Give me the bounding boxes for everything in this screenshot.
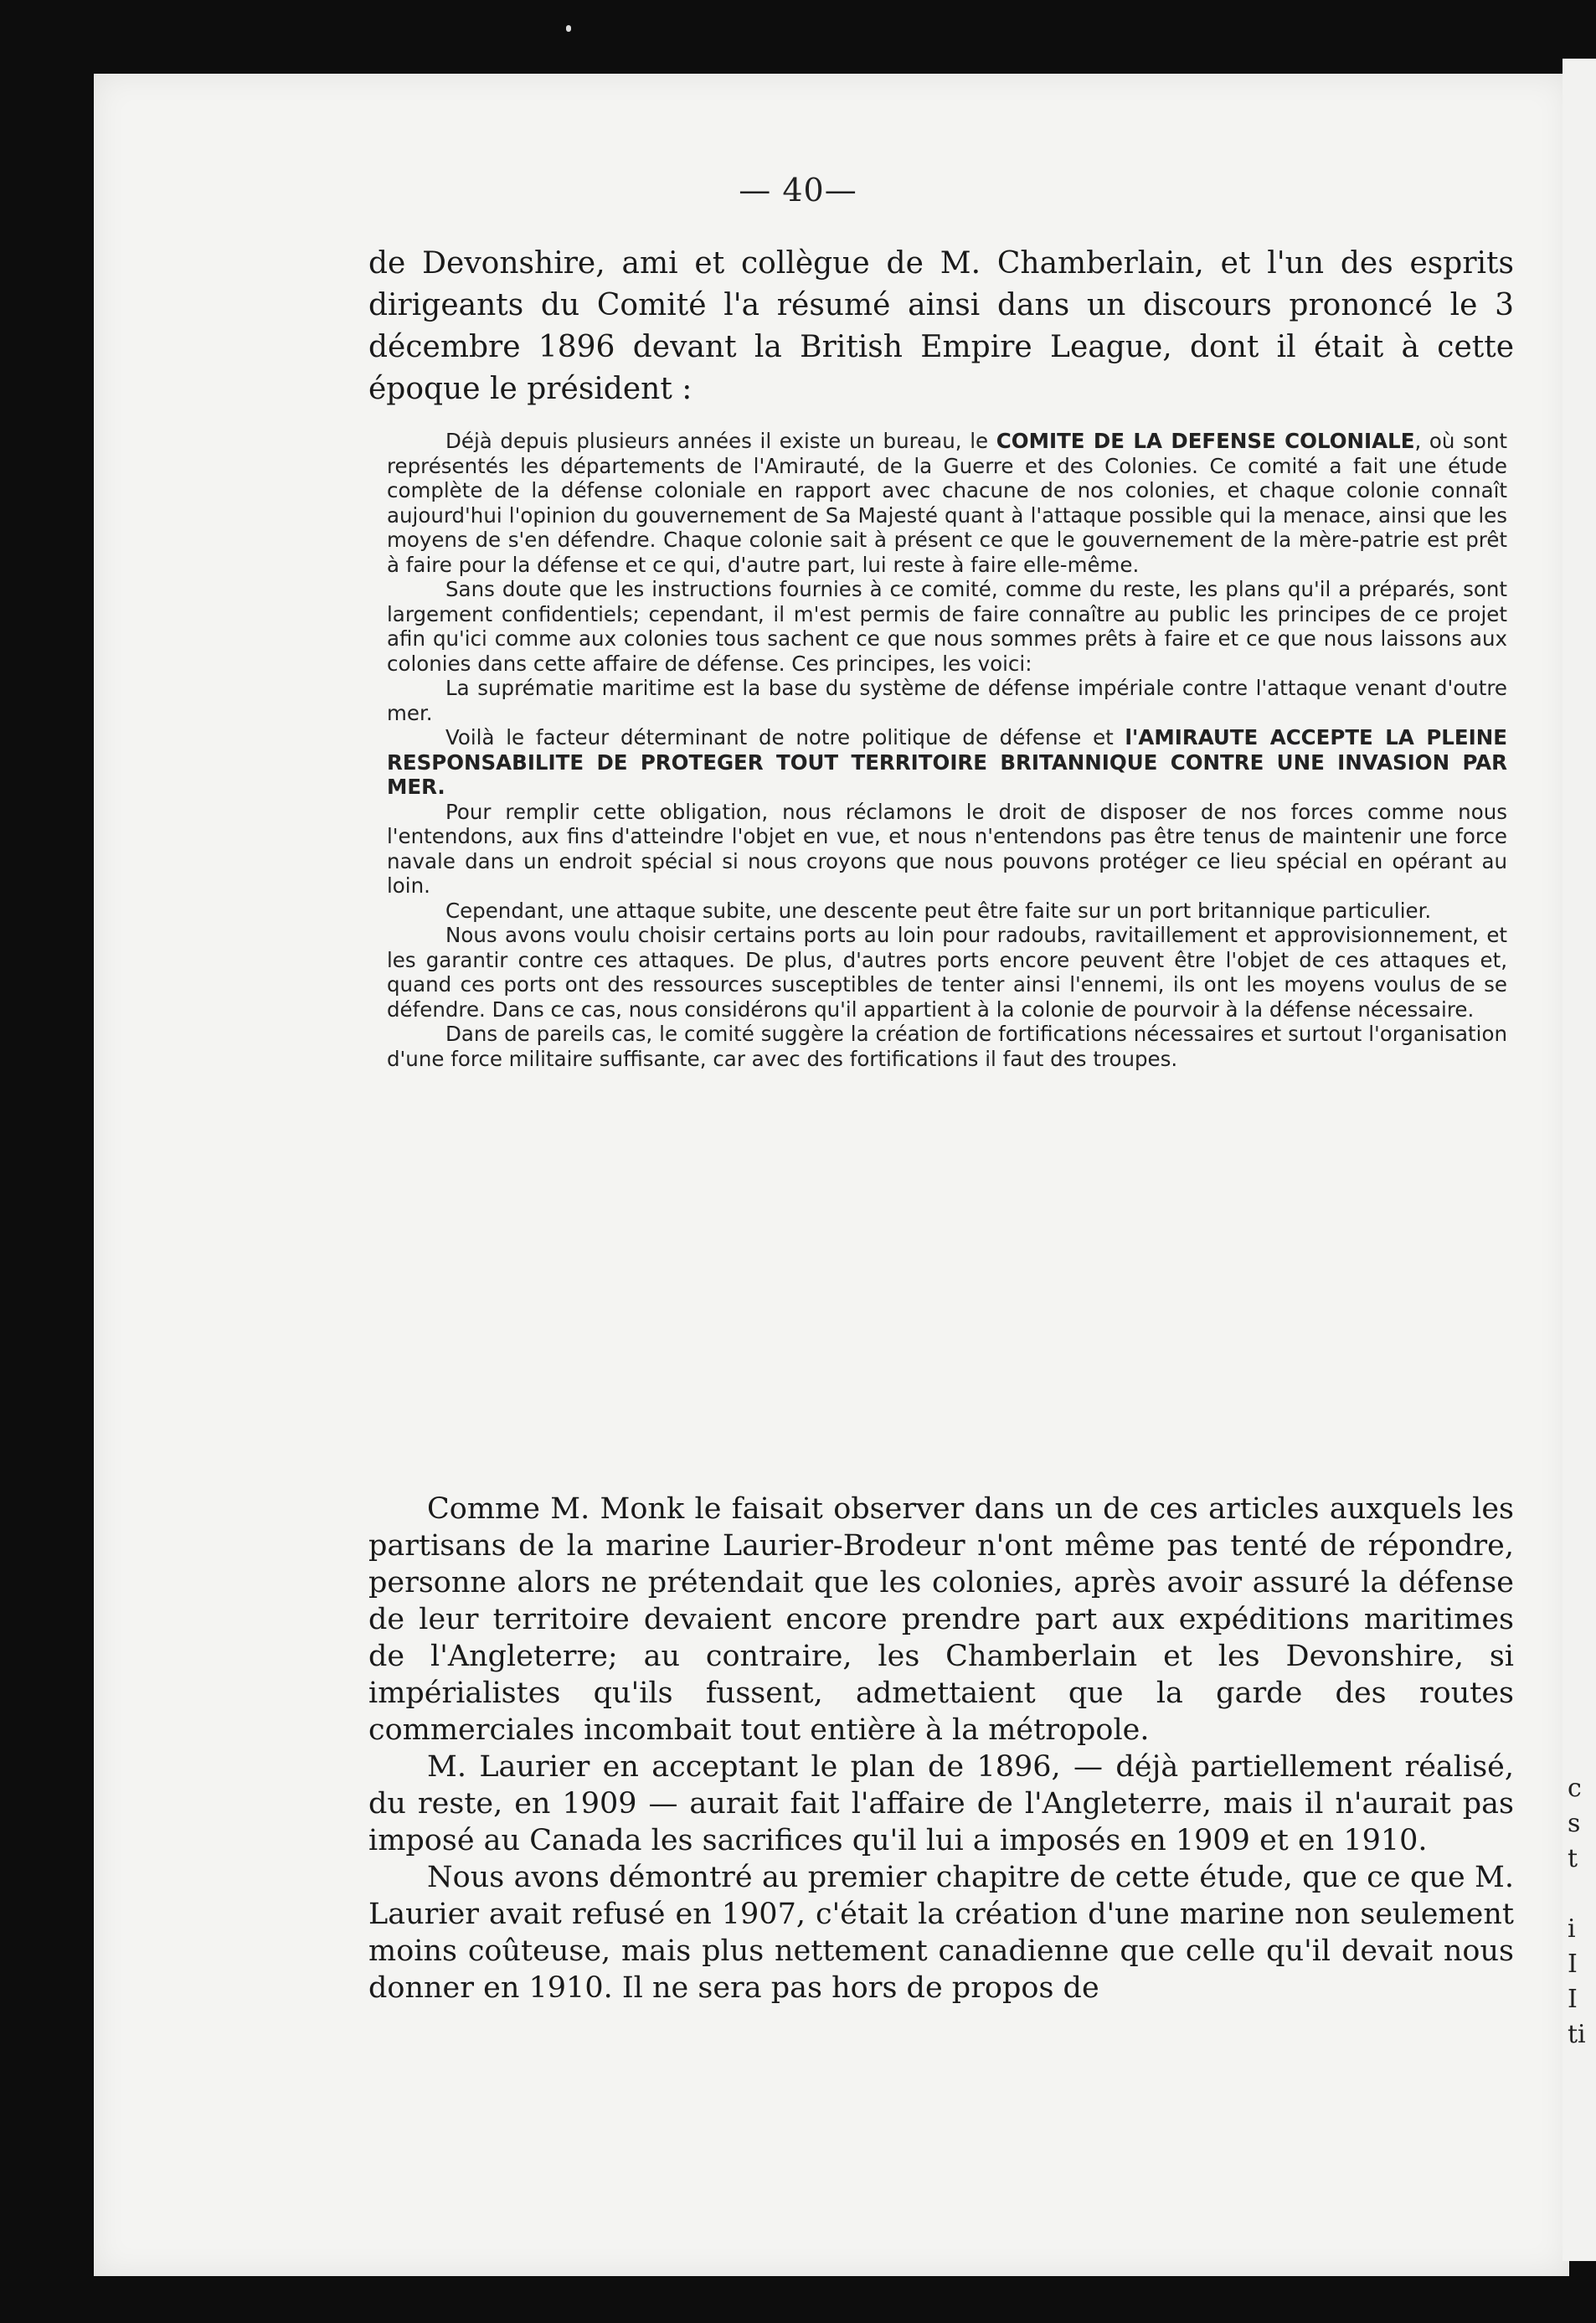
quote-paragraph-7: Nous avons voulu choisir certains ports au loin pour radoubs, ravitaillement et approvisionnement, et les garantir contre ces attaques. De plus, d'autres ports encore peuvent être l'objet de ces attaques et, quand ces ports ont des ressources susceptibles de tenter ainsi l'ennemi, ils ont les moyens voulus de se défendre. Dans ce cas, nous considérons qu'il appartient à la colonie de pourvoir à la défense nécessaire.: [387, 923, 1507, 1022]
quote-emphasis: COMITE DE LA DEFENSE COLONIALE: [996, 429, 1415, 453]
quote-text: Voilà le facteur déterminant de notre politique de défense et: [445, 725, 1125, 749]
fragment: I: [1568, 1950, 1578, 1979]
quote-paragraph-2: Sans doute que les instructions fournies à ce comité, comme du reste, les plans qu'il a préparés, sont largement confidentiels; cependant, il m'est permis de faire connaître au public les principes de ce projet afin qu'ici comme aux colonies tous sachent ce que nous sommes prêts à faire et ce que nous laissons aux colonies dans cette affaire de défense. Ces principes, les voici:: [387, 577, 1507, 676]
quote-emphasis: l'AMIRAUTE ACCEPTE LA PLEINE RESPONSABILITE DE PROTEGER TOUT TERRITOIRE BRITANNIQUE CONTRE UNE INVASION PAR MER.: [387, 725, 1507, 799]
fragment: s: [1568, 1809, 1581, 1838]
main-paragraph-1: Comme M. Monk le faisait observer dans un de ces articles auxquels les partisans de la marine Laurier-Brodeur n'ont même pas tenté de répondre, personne alors ne prétendait que les colonies, après avoir assuré la défense de leur territoire devaient encore prendre part aux expéditions maritimes de l'Angleterre; au contraire, les Chamberlain et les Devonshire, si impérialistes qu'ils fussent, admettaient que la garde des routes commerciales incombait tout entière à la métropole.: [368, 1492, 1514, 1747]
intro-paragraph: [368, 243, 1514, 410]
fragment: c: [1568, 1774, 1582, 1803]
main-paragraph-3: Nous avons démontré au premier chapitre de cette étude, que ce que M. Laurier avait refusé en 1907, c'était la création d'une marine non seulement moins coûteuse, mais plus nettement canadienne que celle qu'il devait nous donner en 1910. Il ne sera pas hors de propos de: [368, 1861, 1514, 2005]
quote-text: , où sont représentés les départements de l'Amirauté, de la Guerre et des Colonies. Ce comité a fait une étude complète de la défense coloniale en rapport avec chacune de nos colonies, et chaque colonie connaît aujourd'hui l'opinion du gouvernement de Sa Majesté quant à l'attaque possible qui la menace, ainsi que les moyens de s'en défendre. Chaque colonie sait à présent ce que le gouvernement de la mère-patrie est prêt à faire pour la défense et ce qui, d'autre part, lui reste à faire elle-même.: [387, 429, 1507, 577]
page-number: — 40—: [739, 172, 857, 209]
fragment: I: [1568, 1985, 1578, 2014]
quoted-speech: [387, 429, 1507, 1071]
quote-paragraph-8: Dans de pareils cas, le comité suggère la création de fortifications nécessaires et surtout l'organisation d'une force militaire suffisante, car avec des fortifications il faut des troupes.: [387, 1022, 1507, 1071]
main-text: [368, 1491, 1514, 2006]
adjacent-page-fragments: [1568, 1771, 1596, 2053]
fragment: [1568, 1877, 1596, 1912]
quote-text: Déjà depuis plusieurs années il existe un bureau, le: [445, 429, 996, 453]
fragment: i: [1568, 1914, 1576, 1944]
quote-paragraph-4: [387, 725, 1507, 800]
fragment: ti: [1568, 2020, 1586, 2049]
main-paragraph-2: M. Laurier en acceptant le plan de 1896, — déjà partiellement réalisé, du reste, en 1909 — aurait fait l'affaire de l'Angleterre, mais il n'aurait pas imposé au Canada les sacrifices qu'il lui a imposés en 1909 et en 1910.: [368, 1750, 1514, 1857]
quote-paragraph-6: Cependant, une attaque subite, une descente peut être faite sur un port britannique particulier.: [445, 898, 1432, 923]
quote-paragraph-1: [387, 429, 1507, 577]
intro-text: de Devonshire, ami et collègue de M. Chamberlain, et l'un des esprits dirigeants du Comité l'a résumé ainsi dans un discours prononcé le 3 décembre 1896 devant la British Empire League, dont il était à cette époque le président :: [368, 246, 1514, 406]
fragment: t: [1568, 1844, 1578, 1873]
scan-speck: [566, 25, 571, 32]
quote-paragraph-5: Pour remplir cette obligation, nous réclamons le droit de disposer de nos forces comme nous l'entendons, aux fins d'atteindre l'objet en vue, et nous n'entendons pas être tenus de maintenir une force navale dans un endroit spécial si nous croyons que nous pouvons protéger ce lieu spécial en opérant au loin.: [387, 799, 1507, 898]
quote-paragraph-3: La suprématie maritime est la base du système de défense impériale contre l'attaque venant d'outre mer.: [387, 676, 1507, 725]
